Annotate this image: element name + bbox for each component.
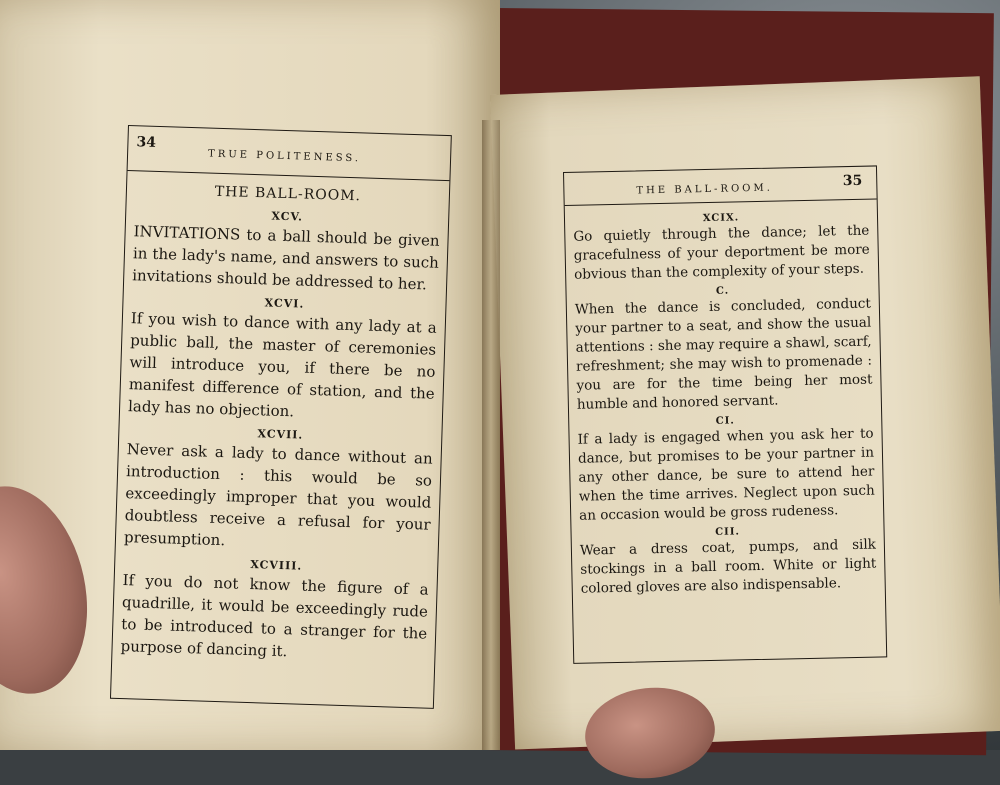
left-page-number: 34 bbox=[136, 134, 157, 151]
rule-numeral: XCV. bbox=[271, 209, 304, 224]
rule-text: If you do not know the figure of a quadrille, it would be exceedingly rude to be introduced to a stranger for the purpose of dancing it. bbox=[120, 571, 429, 661]
rule-text: Go quietly through the dance; let the gracefulness of your deportment be more obvious than the complexity of your steps. bbox=[573, 222, 870, 283]
rule-numeral: XCVIII. bbox=[250, 558, 303, 573]
rule-numeral: CI. bbox=[715, 415, 735, 427]
left-running-title: TRUE POLITENESS. bbox=[207, 148, 362, 165]
rule-text: If you wish to dance with any lady at a public ball, the master of ceremonies will introduce you, if there be no manifest difference of station, and the lady has no objection. bbox=[127, 309, 438, 421]
right-page-text-frame bbox=[563, 165, 887, 663]
rule-text: If a lady is engaged when you ask her to dance, but promises to be your partner in any other dance, be sure to attend her when the time arrives. Neglect upon such an occasion would be gross rudeness. bbox=[577, 425, 875, 524]
rule-numeral: XCVII. bbox=[257, 427, 304, 442]
right-running-title: THE BALL-ROOM. bbox=[636, 182, 773, 197]
rule-numeral: XCVI. bbox=[264, 296, 305, 311]
rule-text: When the dance is concluded, conduct your partner to a seat, and show the usual attentions : she may require a shawl, scarf, refreshment; she may wish to promenade : you are for the time being her most humble and honored servant. bbox=[574, 295, 873, 413]
rule-text: Never ask a lady to dance without an introduction : this would be so exceedingly improper that you would doubtless receive a refusal for your presumption. bbox=[123, 440, 433, 550]
right-page-number: 35 bbox=[842, 172, 863, 190]
book-gutter bbox=[482, 120, 500, 750]
section-title: THE BALL-ROOM. bbox=[214, 183, 362, 205]
rule-numeral: C. bbox=[715, 285, 730, 297]
left-page-text-frame bbox=[110, 125, 452, 709]
rule-numeral: XCIX. bbox=[702, 212, 740, 225]
right-running-head bbox=[564, 166, 877, 206]
rule-text: Wear a dress coat, pumps, and silk stockings in a ball room. White or light colored gloves are also indispensable. bbox=[579, 536, 877, 597]
rule-text: INVITATIONS to a ball should be given in the lady's name, and answers to such invitations should be addressed to her. bbox=[132, 222, 440, 294]
rule-numeral: CII. bbox=[715, 526, 741, 538]
